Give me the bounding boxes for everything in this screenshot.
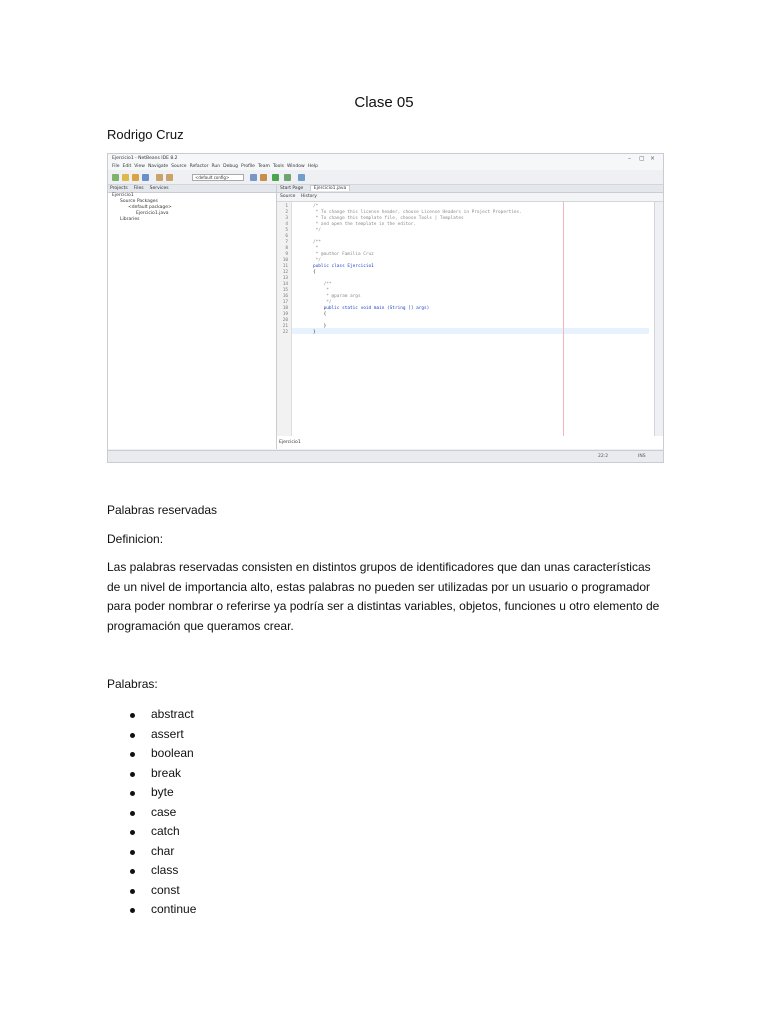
tab-start-page[interactable]: Start Page — [280, 186, 304, 191]
close-icon[interactable]: × — [650, 155, 656, 162]
tab-projects[interactable]: Projects — [110, 186, 128, 191]
list-item-text: catch — [151, 824, 180, 838]
run-icon[interactable] — [272, 174, 279, 181]
code-editor — [277, 185, 663, 449]
menu-item-refactor[interactable]: Refactor — [189, 164, 209, 169]
code-line: { — [313, 270, 316, 275]
line-number: 20 — [282, 318, 288, 323]
list-item — [128, 822, 196, 842]
clean-build-icon[interactable] — [260, 174, 267, 181]
ide-statusbar — [108, 450, 663, 463]
bullet-icon — [130, 772, 135, 777]
editor-toolbar — [277, 193, 663, 202]
list-item-text: assert — [151, 726, 184, 741]
bullet-icon — [130, 850, 135, 855]
list-item-text: continue — [151, 902, 197, 916]
menu-item-source[interactable]: Source — [171, 164, 187, 169]
line-number: 4 — [285, 222, 288, 227]
menu-item-file[interactable]: File — [112, 164, 120, 169]
line-number: 15 — [282, 288, 288, 293]
line-number: 13 — [282, 276, 288, 281]
code-line: * To change this license header, choose License Headers in Project Properties. — [313, 210, 522, 215]
line-number: 16 — [282, 294, 288, 299]
line-number: 10 — [282, 258, 288, 263]
list-item-text: case — [151, 804, 177, 819]
debug-icon[interactable] — [284, 174, 291, 181]
projects-tabs — [108, 185, 276, 193]
navigator-tab[interactable]: Ejercicio1 — [279, 440, 301, 445]
bullet-icon — [130, 889, 135, 894]
section-heading: Palabras reservadas — [107, 503, 218, 517]
line-number: 1 — [285, 204, 288, 209]
document-title: Clase 05 — [354, 94, 414, 111]
tree-node-libraries[interactable]: Libraries — [120, 217, 140, 222]
menu-items — [112, 164, 321, 169]
bullet-icon — [130, 908, 135, 913]
code-line: * @param args — [313, 294, 361, 299]
open-project-icon[interactable] — [132, 174, 139, 181]
save-all-icon[interactable] — [142, 174, 149, 181]
list-item — [128, 783, 196, 803]
bullet-icon — [130, 752, 135, 757]
list-item-text: byte — [151, 785, 174, 799]
menu-item-debug[interactable]: Debug — [223, 164, 238, 169]
code-line: { — [313, 312, 327, 317]
line-number: 11 — [282, 264, 288, 269]
tree-node-source-packages[interactable]: Source Packages — [120, 199, 158, 204]
status-mode: INS — [638, 454, 646, 459]
margin-guide-line — [563, 202, 564, 436]
source-mode-button[interactable]: Source — [280, 194, 296, 199]
code-line: * @author Familia Cruz — [313, 252, 374, 257]
menu-item-team[interactable]: Team — [257, 164, 270, 169]
ide-menubar — [108, 163, 663, 170]
bullet-icon — [130, 869, 135, 874]
list-item — [128, 705, 196, 725]
tree-node-java-file[interactable]: Ejercicio1.java — [136, 211, 169, 216]
project-tree — [108, 193, 276, 223]
build-icon[interactable] — [250, 174, 257, 181]
list-item-text: abstract — [151, 707, 194, 721]
bullet-icon — [130, 811, 135, 816]
menu-item-profile[interactable]: Profile — [240, 164, 255, 169]
list-item — [128, 725, 196, 745]
code-line: * — [313, 246, 319, 251]
menu-item-window[interactable]: Window — [286, 164, 305, 169]
status-position: 22:2 — [598, 454, 609, 459]
menu-item-help[interactable]: Help — [307, 164, 318, 169]
menu-item-navigate[interactable]: Navigate — [147, 164, 169, 169]
list-item — [128, 744, 196, 764]
line-number: 3 — [285, 216, 288, 221]
line-number: 18 — [282, 306, 288, 311]
tree-node-default-package[interactable]: <default package> — [128, 205, 172, 210]
line-number: 2 — [285, 210, 288, 215]
line-number: 17 — [282, 300, 288, 305]
ide-titlebar — [108, 154, 663, 163]
line-number: 22 — [282, 330, 288, 335]
line-number: 19 — [282, 312, 288, 317]
code-line: /* — [313, 204, 319, 209]
list-item-text: class — [151, 863, 179, 877]
reserved-words-list — [128, 705, 196, 920]
line-number: 7 — [285, 240, 288, 245]
editor-tabs — [277, 185, 663, 193]
code-line: * To change this template file, choose Tools | Templates — [313, 216, 464, 221]
netbeans-screenshot — [107, 153, 664, 463]
tab-services[interactable]: Services — [149, 186, 169, 191]
history-mode-button[interactable]: History — [300, 194, 317, 199]
list-item — [128, 764, 196, 784]
redo-icon[interactable] — [166, 174, 173, 181]
code-line: } — [313, 330, 316, 335]
code-line: * and open the template in the editor. — [313, 222, 417, 227]
code-line: public static void main (String [] args) — [313, 306, 430, 311]
list-item — [128, 900, 196, 920]
list-item-text: char — [151, 843, 175, 858]
line-number: 14 — [282, 282, 288, 287]
line-number: 8 — [285, 246, 288, 251]
line-number: 21 — [282, 324, 288, 329]
list-item — [128, 803, 196, 823]
ide-toolbar — [108, 171, 663, 185]
menu-item-run[interactable]: Run — [211, 164, 221, 169]
bullet-icon — [130, 733, 135, 738]
document-author: Rodrigo Cruz — [107, 127, 184, 142]
code-line: public class Ejercicio1 — [313, 264, 374, 269]
definition-label: Definicion: — [107, 532, 164, 546]
list-item-text: const — [151, 882, 180, 897]
menu-item-edit[interactable]: Edit — [122, 164, 132, 169]
ide-window-title: Ejercicio1 - NetBeans IDE 8.2 — [112, 156, 178, 161]
tab-ejercicio1-java[interactable]: Ejercicio1.java — [310, 185, 351, 191]
code-line: /** — [313, 282, 332, 287]
maximize-icon[interactable]: ▢ — [639, 155, 645, 162]
bullet-icon — [130, 713, 135, 718]
list-item — [128, 842, 196, 862]
list-item-text: break — [151, 765, 182, 780]
undo-icon[interactable] — [156, 174, 163, 181]
bullet-icon — [130, 830, 135, 835]
line-number: 6 — [285, 234, 288, 239]
new-file-icon[interactable] — [112, 174, 119, 181]
list-item — [128, 881, 196, 901]
definition-paragraph: Las palabras reservadas consisten en distintos grupos de identificadores que dan unas características de un nivel de importancia alto, estas palabras no pueden ser utilizadas por un usuario o programador para poder nombrar o referirse ya podría ser a distintas variables, objetos, funciones u otro elemento de programación que queramos crear. — [107, 560, 660, 633]
code-line: /** — [313, 240, 321, 245]
config-select[interactable]: <default config> — [192, 174, 244, 181]
list-item — [128, 861, 196, 881]
line-number: 5 — [285, 228, 288, 233]
minimize-icon[interactable]: – — [628, 155, 631, 162]
code-line: */ — [313, 258, 321, 263]
words-label: Palabras: — [107, 677, 158, 691]
list-item-text: boolean — [151, 746, 194, 760]
bullet-icon — [130, 791, 135, 796]
line-number: 9 — [285, 252, 288, 257]
menu-item-view[interactable]: View — [134, 164, 145, 169]
tab-files[interactable]: Files — [133, 186, 144, 191]
code-line: } — [313, 324, 327, 329]
menu-item-tools[interactable]: Tools — [272, 164, 284, 169]
code-line: */ — [313, 300, 332, 305]
code-area[interactable] — [277, 202, 649, 436]
line-number: 12 — [282, 270, 288, 275]
tree-node-project[interactable]: Ejercicio1 — [112, 193, 134, 198]
editor-scrollbar[interactable] — [654, 202, 663, 436]
new-project-icon[interactable] — [122, 174, 129, 181]
code-line: */ — [313, 228, 321, 233]
profile-icon[interactable] — [298, 174, 305, 181]
current-line-highlight — [292, 328, 649, 334]
code-line: * — [313, 288, 329, 293]
projects-pane — [108, 185, 277, 449]
